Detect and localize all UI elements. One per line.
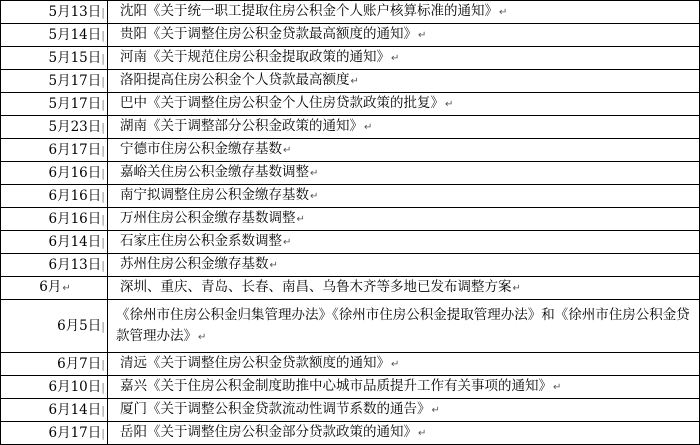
content-text: 《徐州市住房公积金归集管理办法》《徐州市住房公积金提取管理办法》和《徐州市住房公积金贷款管理办法》: [116, 306, 690, 344]
content-text: 岳阳《关于调整住房公积金部分贷款政策的通知》: [120, 424, 417, 440]
date-cell: [1, 231, 108, 254]
paragraph-mark-icon: ↵: [310, 191, 319, 202]
cell-marker-icon: |: [101, 120, 105, 134]
cell-marker-icon: |: [101, 426, 105, 440]
content-text: 宁德市住房公积金缴存基数: [120, 141, 282, 157]
content-text: 石家庄住房公积金系数调整: [120, 233, 282, 249]
cell-marker-icon: |: [101, 97, 105, 111]
content-cell: [108, 208, 700, 231]
content-cell: [108, 139, 700, 162]
date-text: 5月15日: [48, 49, 102, 66]
paragraph-mark-icon: ↵: [553, 382, 562, 393]
date-text: 6月5日: [57, 317, 102, 334]
date-text: 6月7日: [57, 355, 102, 372]
content-text: 沈阳《关于统一职工提取住房公积金个人账户核算标准的通知》: [120, 3, 498, 19]
content-text: 河南《关于规范住房公积金提取政策的通知》: [120, 49, 390, 65]
table-row: [1, 24, 700, 47]
paragraph-mark-icon: ↵: [350, 76, 359, 87]
content-cell: [108, 399, 700, 422]
date-text: 5月23日: [48, 118, 102, 135]
date-cell: [1, 70, 108, 93]
date-text: 6月16日: [48, 210, 102, 227]
content-cell: [108, 162, 700, 185]
content-cell: [108, 70, 700, 93]
content-cell: [108, 47, 700, 70]
table-row: [1, 231, 700, 254]
paragraph-mark-icon: ↵: [296, 214, 305, 225]
content-text: 厦门《关于调整公积金贷款流动性调节系数的通告》: [120, 401, 431, 417]
date-text: 6月16日: [48, 187, 102, 204]
cell-marker-icon: |: [101, 189, 105, 203]
date-text: 5月14日: [48, 26, 102, 43]
cell-marker-icon: |: [101, 143, 105, 157]
content-cell: [108, 93, 700, 116]
content-text: 南宁拟调整住房公积金缴存基数: [120, 187, 309, 203]
cell-marker-icon: |: [101, 403, 105, 417]
table-row: [1, 70, 700, 93]
date-cell: [1, 24, 108, 47]
content-cell: [108, 185, 700, 208]
date-cell: [1, 208, 108, 231]
paragraph-mark-icon: ↵: [310, 168, 319, 179]
content-cell: [108, 254, 700, 277]
content-cell: [108, 24, 700, 47]
date-text: 5月17日: [48, 72, 102, 89]
cell-marker-icon: |: [101, 51, 105, 65]
table-row: [1, 162, 700, 185]
content-cell: [108, 422, 700, 445]
table-row: [1, 116, 700, 139]
date-cell: [1, 162, 108, 185]
date-cell: [1, 139, 108, 162]
date-cell: [1, 116, 108, 139]
table-row: [1, 277, 700, 300]
content-text: 嘉兴《关于住房公积金制度助推中心城市品质提升工作有关事项的通知》: [120, 378, 552, 394]
content-text: 洛阳提高住房公积金个人贷款最高额度: [120, 72, 350, 88]
date-text: 6月10日: [48, 378, 102, 395]
date-text: 6月17日: [48, 141, 102, 158]
paragraph-mark-icon: ↵: [499, 7, 508, 18]
table-row: [1, 254, 700, 277]
content-text: 嘉峪关住房公积金缴存基数调整: [120, 164, 309, 180]
cell-marker-icon: |: [101, 28, 105, 42]
date-text: 6月14日: [48, 233, 102, 250]
date-cell: [1, 277, 108, 300]
date-text: 5月13日: [48, 3, 102, 20]
cell-marker-icon: |: [101, 235, 105, 249]
date-cell: [1, 376, 108, 399]
table-row: [1, 185, 700, 208]
paragraph-mark-icon: ↵: [418, 30, 427, 41]
date-cell: [1, 1, 108, 24]
cell-marker-icon: |: [101, 380, 105, 394]
date-text: 6月14日: [48, 401, 102, 418]
date-cell: [1, 422, 108, 445]
date-text: 6月: [39, 279, 62, 295]
content-text: 深圳、重庆、青岛、长春、南昌、乌鲁木齐等多地已发布调整方案: [120, 279, 512, 295]
table-row: [1, 376, 700, 399]
content-text: 清远《关于调整住房公积金贷款额度的通知》: [120, 355, 390, 371]
table-row: [1, 422, 700, 445]
cell-marker-icon: |: [101, 74, 105, 88]
content-text: 巴中《关于调整住房公积金个人住房贷款政策的批复》: [120, 95, 444, 111]
content-text: 贵阳《关于调整住房公积金贷款最高额度的通知》: [120, 26, 417, 42]
paragraph-mark-icon: ↵: [283, 237, 292, 248]
date-cell: [1, 254, 108, 277]
paragraph-mark-icon: ↵: [391, 53, 400, 64]
paragraph-mark-icon: ↵: [512, 283, 521, 294]
content-cell: [108, 116, 700, 139]
cell-marker-icon: |: [101, 319, 105, 333]
paragraph-mark-icon: ↵: [198, 331, 207, 343]
paragraph-mark-icon: ↵: [445, 99, 454, 110]
cell-marker-icon: |: [101, 5, 105, 19]
content-text: 湖南《关于调整部分公积金政策的通知》: [120, 118, 363, 134]
paragraph-mark-icon: ↵: [62, 283, 71, 294]
table-row: [1, 47, 700, 70]
table-row: [1, 139, 700, 162]
cell-marker-icon: |: [101, 258, 105, 272]
date-text: 6月16日: [48, 164, 102, 181]
cell-marker-icon: |: [101, 357, 105, 371]
date-cell: [1, 47, 108, 70]
date-cell: [1, 93, 108, 116]
table-row: [1, 208, 700, 231]
paragraph-mark-icon: ↵: [269, 260, 278, 271]
content-text: 万州住房公积金缴存基数调整: [120, 210, 296, 226]
date-cell: [1, 399, 108, 422]
table-row: [1, 399, 700, 422]
content-cell: [108, 353, 700, 376]
content-cell: [108, 300, 700, 353]
paragraph-mark-icon: ↵: [418, 428, 427, 439]
date-text: 6月13日: [48, 256, 102, 273]
table-row: [1, 353, 700, 376]
content-cell: [108, 277, 700, 300]
paragraph-mark-icon: ↵: [364, 122, 373, 133]
paragraph-mark-icon: ↵: [431, 405, 440, 416]
table-row: [1, 1, 700, 24]
date-cell: [1, 300, 108, 353]
paragraph-mark-icon: ↵: [283, 145, 292, 156]
date-text: 6月17日: [48, 424, 102, 441]
content-cell: [108, 1, 700, 24]
cell-marker-icon: |: [101, 166, 105, 180]
date-text: 5月17日: [48, 95, 102, 112]
table-row: [1, 300, 700, 353]
table-row: [1, 93, 700, 116]
content-cell: [108, 231, 700, 254]
content-text: 苏州住房公积金缴存基数: [120, 256, 269, 272]
paragraph-mark-icon: ↵: [391, 359, 400, 370]
date-cell: [1, 353, 108, 376]
date-cell: [1, 185, 108, 208]
content-cell: [108, 376, 700, 399]
cell-marker-icon: |: [101, 212, 105, 226]
